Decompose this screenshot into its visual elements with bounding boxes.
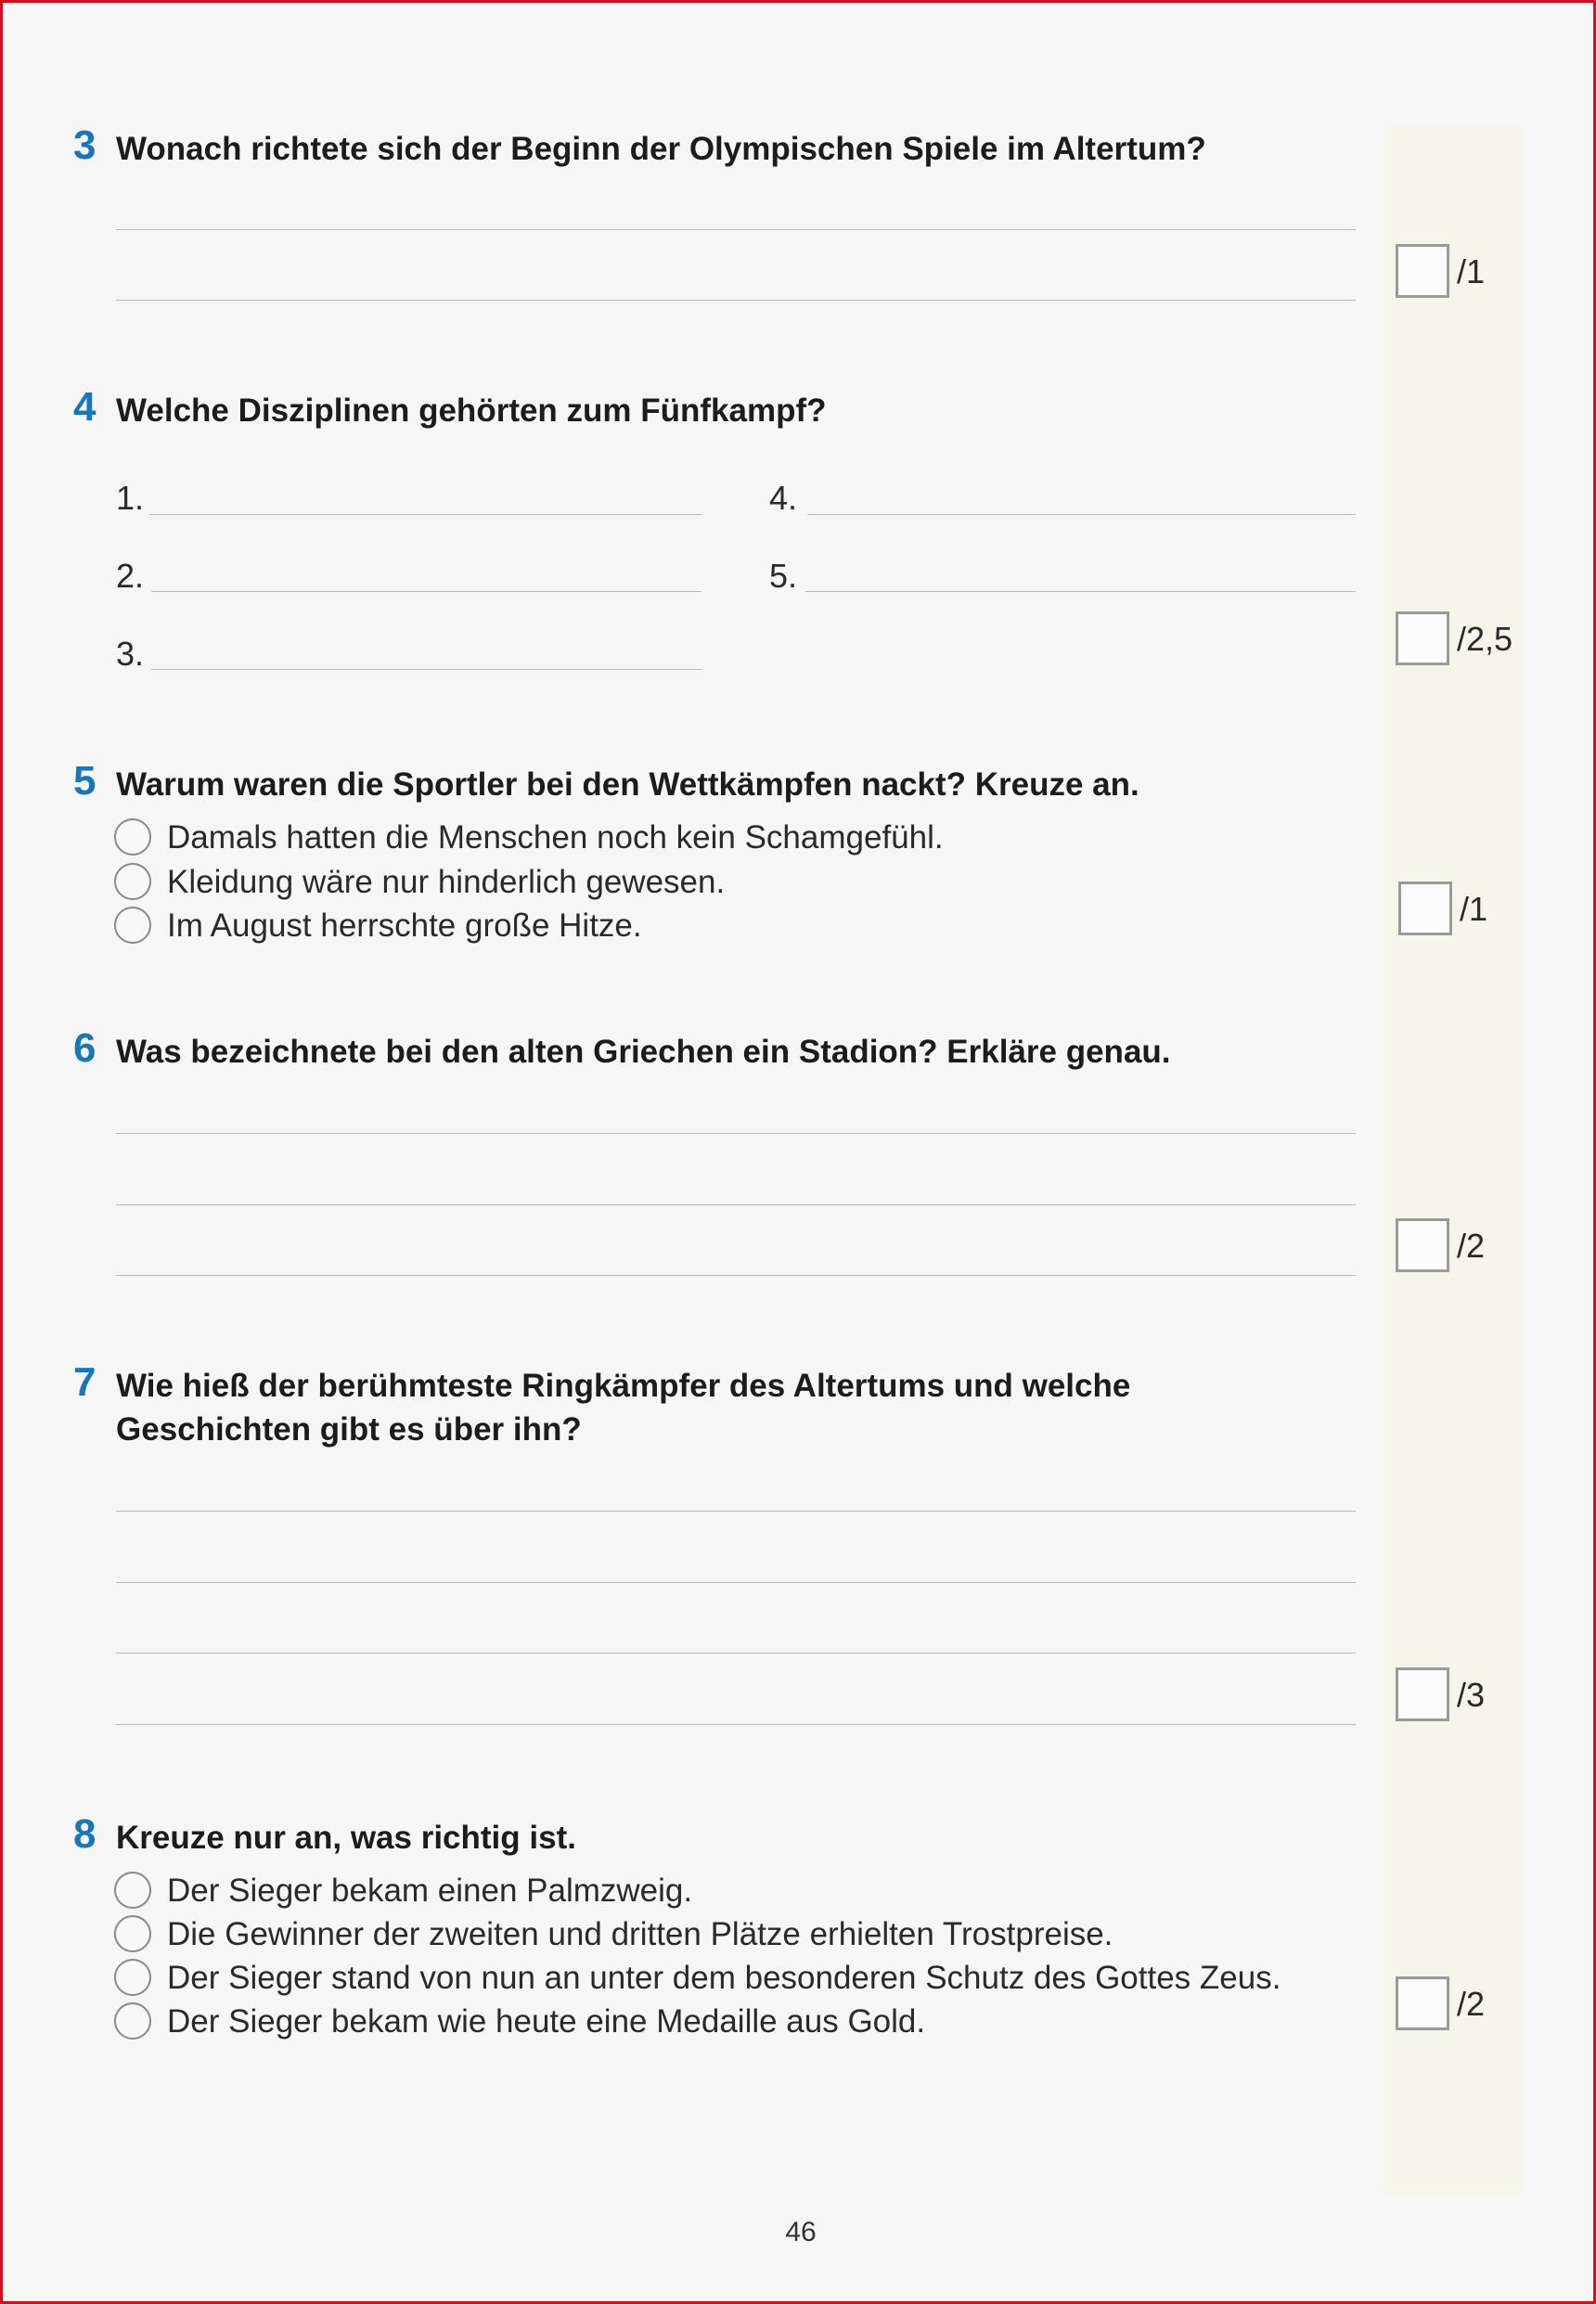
radio-circle-icon[interactable]: [114, 2002, 151, 2040]
answer-line[interactable]: [116, 1275, 1356, 1276]
item-label-4: 4.: [769, 479, 798, 517]
question-text-line-1: Wie hieß der berühmteste Ringkämpfer des Altertums und welche: [116, 1368, 1131, 1404]
max-points: /1: [1457, 252, 1486, 290]
answer-line[interactable]: [805, 591, 1356, 592]
radio-circle-icon[interactable]: [114, 907, 151, 944]
answer-line[interactable]: [116, 229, 1356, 230]
question-text: Welche Disziplinen gehörten zum Fünfkampf?: [116, 393, 827, 429]
answer-line[interactable]: [116, 1653, 1356, 1654]
question-number: 6: [73, 1025, 97, 1071]
answer-line[interactable]: [807, 514, 1356, 515]
question-text: Wonach richtete sich der Beginn der Olympischen Spiele im Altertum?: [116, 131, 1206, 167]
answer-line[interactable]: [116, 1133, 1356, 1134]
question-number: 7: [73, 1359, 97, 1405]
answer-line[interactable]: [116, 1204, 1356, 1205]
answer-line[interactable]: [116, 1724, 1356, 1725]
option-label: Die Gewinner der zweiten und dritten Plätze erhielten Trostpreise.: [167, 1916, 1113, 1952]
answer-line[interactable]: [149, 514, 701, 515]
question-number: 8: [73, 1811, 97, 1857]
option-label: Im August herrschte große Hitze.: [167, 907, 642, 944]
radio-circle-icon[interactable]: [114, 863, 151, 900]
score-column: [1383, 126, 1522, 2195]
radio-circle-icon[interactable]: [114, 1915, 151, 1952]
option-label: Damals hatten die Menschen noch kein Schamgefühl.: [167, 819, 944, 856]
question-text: Kreuze nur an, was richtig ist.: [116, 1820, 576, 1856]
item-label-2: 2.: [116, 557, 145, 595]
option-label: Der Sieger stand von nun an unter dem besonderen Schutz des Gottes Zeus.: [167, 1960, 1281, 1996]
question-number: 4: [73, 384, 97, 430]
question-text-line-2: Geschichten gibt es über ihn?: [116, 1411, 582, 1448]
page-number: 46: [785, 2217, 817, 2247]
answer-line[interactable]: [151, 669, 701, 670]
answer-line[interactable]: [151, 591, 701, 592]
score-box[interactable]: [1396, 244, 1449, 298]
score-box[interactable]: [1398, 882, 1452, 935]
question-text: Warum waren die Sportler bei den Wettkämpfen nackt? Kreuze an.: [116, 766, 1139, 803]
radio-circle-icon[interactable]: [114, 1872, 151, 1909]
item-label-1: 1.: [116, 479, 145, 517]
question-number: 5: [73, 758, 97, 804]
max-points: /2: [1457, 1227, 1486, 1265]
item-label-5: 5.: [769, 557, 798, 595]
score-box[interactable]: [1396, 1218, 1449, 1272]
max-points: /1: [1460, 890, 1488, 928]
option-label: Kleidung wäre nur hinderlich gewesen.: [167, 864, 726, 900]
max-points: /2,5: [1457, 620, 1513, 658]
max-points: /3: [1457, 1676, 1486, 1714]
score-box[interactable]: [1396, 1976, 1449, 2030]
option-label: Der Sieger bekam einen Palmzweig.: [167, 1873, 693, 1909]
question-number: 3: [73, 122, 97, 168]
radio-circle-icon[interactable]: [114, 1959, 151, 1996]
question-text: Was bezeichnete bei den alten Griechen ein Stadion? Erkläre genau.: [116, 1034, 1171, 1070]
score-box[interactable]: [1396, 611, 1449, 665]
answer-line[interactable]: [116, 300, 1356, 301]
max-points: /2: [1457, 1985, 1486, 2023]
radio-circle-icon[interactable]: [114, 818, 151, 856]
answer-line[interactable]: [116, 1511, 1356, 1512]
item-label-3: 3.: [116, 635, 145, 673]
score-box[interactable]: [1396, 1667, 1449, 1721]
answer-line[interactable]: [116, 1582, 1356, 1583]
option-label: Der Sieger bekam wie heute eine Medaille aus Gold.: [167, 2003, 926, 2040]
